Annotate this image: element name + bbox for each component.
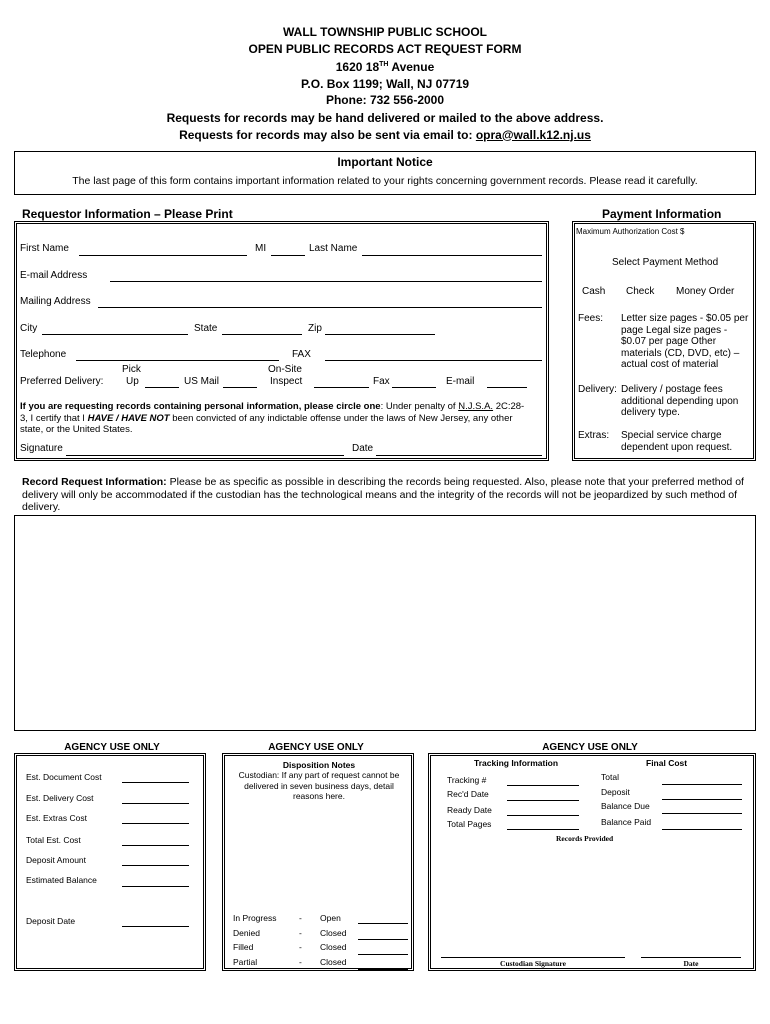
email-option-label: E-mail xyxy=(446,376,475,387)
ready-date-field[interactable] xyxy=(507,815,579,816)
status-partial: Partial xyxy=(233,957,258,967)
record-request-text: Please be as specific as possible in describing the records being requested. Also, please note that your preferred method of delivery will only be accommodated if the custodian has the technological means and the integrity of the records will not be jeopardized by such method of delivery. xyxy=(22,476,744,513)
custodian-signature-label: Custodian Signature xyxy=(500,959,566,968)
email-label: E-mail Address xyxy=(20,270,88,281)
state-label: State xyxy=(194,323,218,334)
deposit-date-field[interactable] xyxy=(122,926,189,927)
method-check[interactable]: Check xyxy=(626,286,655,297)
certification-text xyxy=(20,401,530,436)
est-delivery-cost-label: Est. Delivery Cost xyxy=(26,793,94,803)
deposit-amount-field[interactable] xyxy=(122,865,189,866)
have-not-option[interactable]: HAVE NOT xyxy=(121,412,170,424)
onsite-label: On-Site xyxy=(268,364,302,375)
status-open: Open xyxy=(320,913,341,923)
recd-date-field[interactable] xyxy=(507,800,579,801)
last-name-field[interactable] xyxy=(362,255,542,256)
record-request-heading: Record Request Information: xyxy=(22,476,167,488)
agency2-heading: AGENCY USE ONLY xyxy=(268,742,364,753)
final-deposit-label: Deposit xyxy=(601,787,630,797)
status-in-progress: In Progress xyxy=(233,913,277,923)
fees-label: Fees: xyxy=(578,313,604,324)
deposit-date-label: Deposit Date xyxy=(26,916,76,926)
agency1-heading: AGENCY USE ONLY xyxy=(64,742,160,753)
instruction-2 xyxy=(0,127,770,144)
balance-paid-field[interactable] xyxy=(662,829,742,830)
instruction-2-prefix: Requests for records may also be sent via email to: xyxy=(179,127,476,142)
certification-b: 2C:28-3, I certify that I xyxy=(20,401,525,424)
phone: Phone: 732 556-2000 xyxy=(325,93,445,107)
status-dash: - xyxy=(299,957,302,967)
njsa-ref: N.J.S.A. xyxy=(458,401,494,412)
total-pages-label: Total Pages xyxy=(447,819,492,829)
status-in-progress-field[interactable] xyxy=(358,923,408,924)
extras-label: Extras: xyxy=(578,430,610,441)
fax-option-label: Fax xyxy=(373,376,390,387)
disposition-notes-title: Disposition Notes xyxy=(282,760,356,770)
est-document-cost-label: Est. Document Cost xyxy=(26,772,102,782)
mailing-address-field[interactable] xyxy=(98,307,542,308)
date-label: Date xyxy=(352,443,374,454)
method-cash[interactable]: Cash xyxy=(582,286,606,297)
important-notice xyxy=(14,151,756,195)
final-total-label: Total xyxy=(601,772,619,782)
us-mail-label: US Mail xyxy=(184,376,220,387)
balance-due-field[interactable] xyxy=(662,813,742,814)
disposition-notes-text: Custodian: If any part of request cannot be delivered in seven business days, detail reasons here. xyxy=(238,770,400,801)
agency3-heading: AGENCY USE ONLY xyxy=(542,742,638,753)
signature-label: Signature xyxy=(20,443,63,454)
pick-label: Pick xyxy=(122,364,141,375)
notice-title: Important Notice xyxy=(337,155,433,169)
status-closed: Closed xyxy=(320,928,347,938)
ready-date-label: Ready Date xyxy=(447,805,492,815)
status-dash: - xyxy=(299,942,302,952)
email-field[interactable] xyxy=(110,281,542,282)
address-number: 1620 18 xyxy=(335,60,380,74)
instructions xyxy=(0,110,770,143)
status-closed: Closed xyxy=(320,942,347,952)
first-name-label: First Name xyxy=(20,243,69,254)
status-denied: Denied xyxy=(233,928,260,938)
agency3-box xyxy=(428,753,756,971)
balance-due-label: Balance Due xyxy=(601,801,650,811)
certification-bold: If you are requesting records containing personal information, please circle one xyxy=(20,401,381,412)
fees-text: Letter size pages - $0.05 per page Legal size pages - $0.07 per page Other materials (CD, DVD, etc) – actual cost of material xyxy=(621,313,749,370)
telephone-field[interactable] xyxy=(76,360,279,361)
city-label: City xyxy=(20,323,38,334)
have-slash: / xyxy=(113,412,122,424)
payment-heading: Payment Information xyxy=(602,207,722,221)
inspect-label: Inspect xyxy=(270,376,303,387)
mi-label: MI xyxy=(255,243,267,254)
form-title: OPEN PUBLIC RECORDS ACT REQUEST FORM xyxy=(248,41,522,56)
form-header xyxy=(0,24,770,109)
date-field[interactable] xyxy=(376,455,542,456)
state-field[interactable] xyxy=(222,334,302,335)
address-line xyxy=(0,57,770,76)
last-name-label: Last Name xyxy=(309,243,358,254)
tracking-number-label: Tracking # xyxy=(447,775,487,785)
email-option[interactable] xyxy=(487,387,527,388)
total-pages-field[interactable] xyxy=(507,829,579,830)
status-denied-field[interactable] xyxy=(358,939,408,940)
estimated-balance-field[interactable] xyxy=(122,886,189,887)
address-street: Avenue xyxy=(388,60,435,74)
status-filled-field[interactable] xyxy=(358,954,408,955)
school-name: WALL TOWNSHIP PUBLIC SCHOOL xyxy=(282,25,487,39)
est-delivery-cost-field[interactable] xyxy=(122,803,189,804)
us-mail-option[interactable] xyxy=(223,387,257,388)
record-request-info xyxy=(22,476,752,514)
status-filled: Filled xyxy=(233,942,254,952)
fax-option[interactable] xyxy=(392,387,436,388)
final-total-field[interactable] xyxy=(662,784,742,785)
max-auth-cost[interactable]: Maximum Authorization Cost $ xyxy=(576,227,685,236)
status-closed: Closed xyxy=(320,957,347,967)
custodian-date-field[interactable] xyxy=(641,957,741,958)
requestor-heading: Requestor Information – Please Print xyxy=(22,207,233,221)
final-deposit-field[interactable] xyxy=(662,799,742,800)
record-request-box[interactable] xyxy=(14,515,756,731)
notice-text: The last page of this form contains important information related to your rights concerning government records. Please read it carefully. xyxy=(72,175,698,187)
certification-c: been convicted of any indictable offense under the laws of New Jersey, any other state, or the United States. xyxy=(20,412,513,435)
delivery-text: Delivery / postage fees additional depending upon delivery type. xyxy=(621,384,739,418)
custodian-signature-field[interactable] xyxy=(441,957,625,958)
total-est-cost-field[interactable] xyxy=(122,845,189,846)
city-field[interactable] xyxy=(42,334,188,335)
total-est-cost-label: Total Est. Cost xyxy=(26,835,81,845)
email-link[interactable]: opra@wall.k12.nj.us xyxy=(475,127,591,142)
address-superscript: TH xyxy=(379,61,389,68)
onsite-option[interactable] xyxy=(314,387,369,388)
signature-field[interactable] xyxy=(66,455,344,456)
instruction-1: Requests for records may be hand delivered or mailed to the above address. xyxy=(166,111,604,125)
balance-paid-label: Balance Paid xyxy=(601,817,652,827)
telephone-label: Telephone xyxy=(20,349,67,360)
custodian-date-label: Date xyxy=(683,959,699,968)
fax-field[interactable] xyxy=(325,360,542,361)
zip-label: Zip xyxy=(308,323,322,334)
preferred-delivery-label: Preferred Delivery: xyxy=(20,376,104,387)
fax-label: FAX xyxy=(292,349,311,360)
method-money-order[interactable]: Money Order xyxy=(676,286,735,297)
deposit-amount-label: Deposit Amount xyxy=(26,855,87,865)
first-name-field[interactable] xyxy=(79,255,247,256)
zip-field[interactable] xyxy=(325,334,435,335)
po-box: P.O. Box 1199; Wall, NJ 07719 xyxy=(300,76,470,91)
delivery-label: Delivery: xyxy=(578,384,617,395)
estimated-balance-label: Estimated Balance xyxy=(26,875,97,885)
select-method-label: Select Payment Method xyxy=(612,257,719,268)
tracking-title: Tracking Information xyxy=(474,758,559,768)
tracking-number-field[interactable] xyxy=(507,785,579,786)
final-cost-title: Final Cost xyxy=(646,758,688,768)
mailing-address-label: Mailing Address xyxy=(20,296,91,307)
certification-a: : Under penalty of xyxy=(380,401,459,412)
est-extras-cost-field[interactable] xyxy=(122,823,189,824)
extras-text: Special service charge dependent upon request. xyxy=(621,430,733,453)
pickup-option[interactable] xyxy=(145,387,179,388)
est-extras-cost-label: Est. Extras Cost xyxy=(26,813,87,823)
mi-field[interactable] xyxy=(271,255,305,256)
status-dash: - xyxy=(299,913,302,923)
have-option[interactable]: HAVE xyxy=(87,412,114,424)
recd-date-label: Rec'd Date xyxy=(447,789,489,799)
status-dash: - xyxy=(299,928,302,938)
status-partial-field[interactable] xyxy=(358,969,408,970)
records-provided-label: Records Provided xyxy=(556,834,614,843)
up-label: Up xyxy=(126,376,139,387)
est-document-cost-field[interactable] xyxy=(122,782,189,783)
